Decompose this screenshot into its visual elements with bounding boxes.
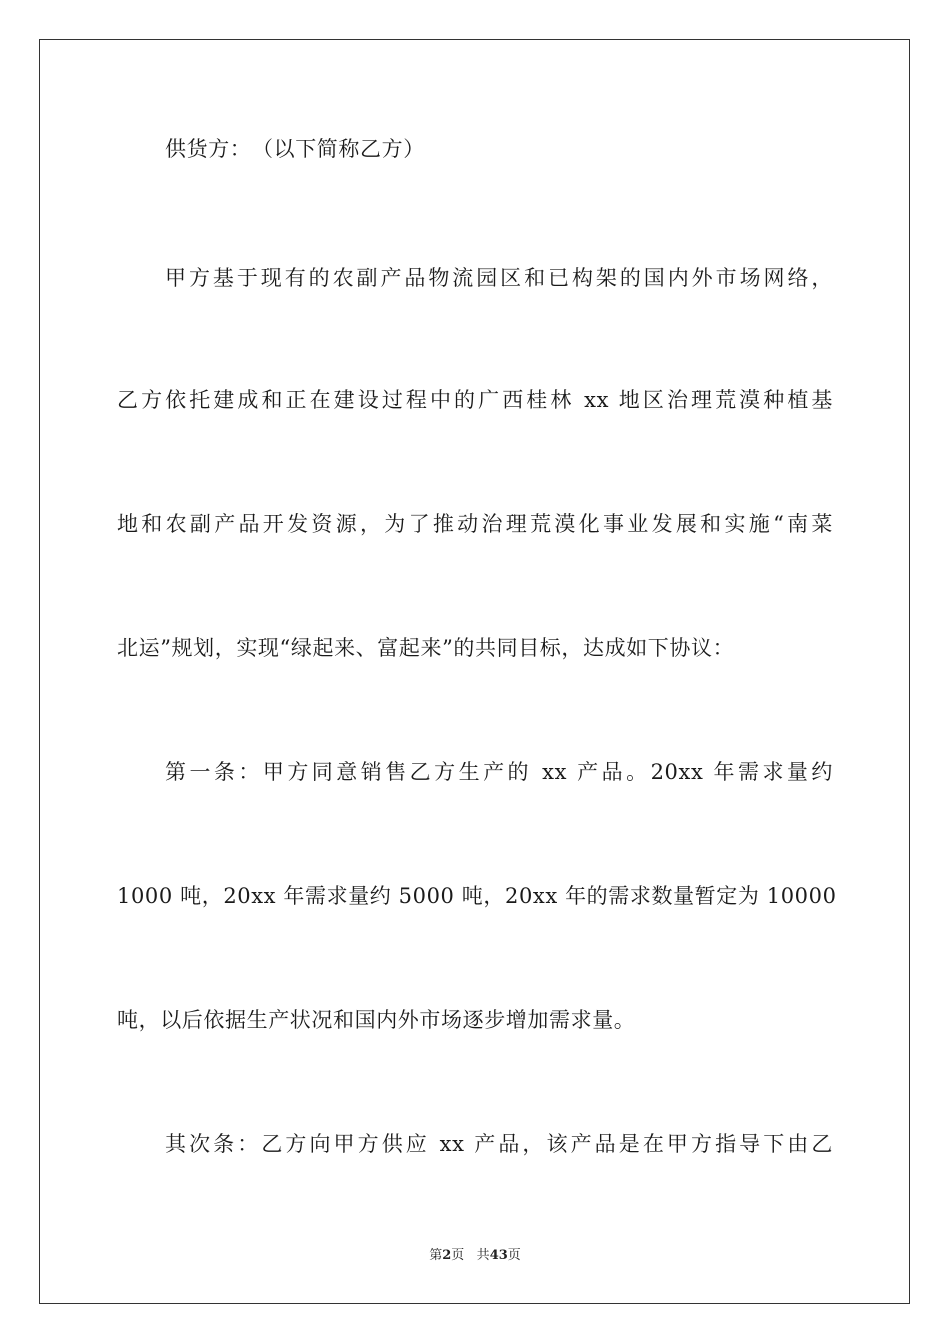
footer-total-suffix: 页 bbox=[507, 1248, 521, 1263]
paragraph-1-line-2: 乙方依托建成和正在建设过程中的广西桂林 xx 地区治理荒漠种植基 bbox=[117, 388, 833, 412]
article-1-line-3: 吨，以后依据生产状况和国内外市场逐步增加需求量。 bbox=[117, 1008, 636, 1032]
article-1-line-1: 第一条：甲方同意销售乙方生产的 xx 产品。20xx 年需求量约 bbox=[165, 760, 833, 784]
page-border bbox=[39, 39, 910, 1304]
footer-total-pages: 43 bbox=[489, 1248, 508, 1263]
paragraph-1-line-3: 地和农副产品开发资源，为了推动治理荒漠化事业发展和实施“南菜 bbox=[117, 512, 833, 536]
footer-page-suffix: 页 bbox=[451, 1248, 465, 1263]
paragraph-1-line-1: 甲方基于现有的农副产品物流园区和已构架的国内外市场网络， bbox=[165, 266, 833, 290]
paragraph-1-line-4: 北运”规划，实现“绿起来、富起来”的共同目标，达成如下协议： bbox=[117, 636, 735, 660]
supplier-line: 供货方： （以下简称乙方） bbox=[165, 137, 425, 161]
footer-page-number: 2 bbox=[442, 1248, 452, 1263]
footer-total-prefix: 共 bbox=[476, 1248, 490, 1263]
page-footer bbox=[0, 1244, 950, 1263]
article-2-line-1: 其次条：乙方向甲方供应 xx 产品，该产品是在甲方指导下由乙 bbox=[165, 1132, 833, 1156]
footer-page-prefix: 第 bbox=[429, 1248, 443, 1263]
article-1-line-2: 1000 吨，20xx 年需求量约 5000 吨，20xx 年的需求数量暂定为 10000 bbox=[117, 884, 837, 908]
